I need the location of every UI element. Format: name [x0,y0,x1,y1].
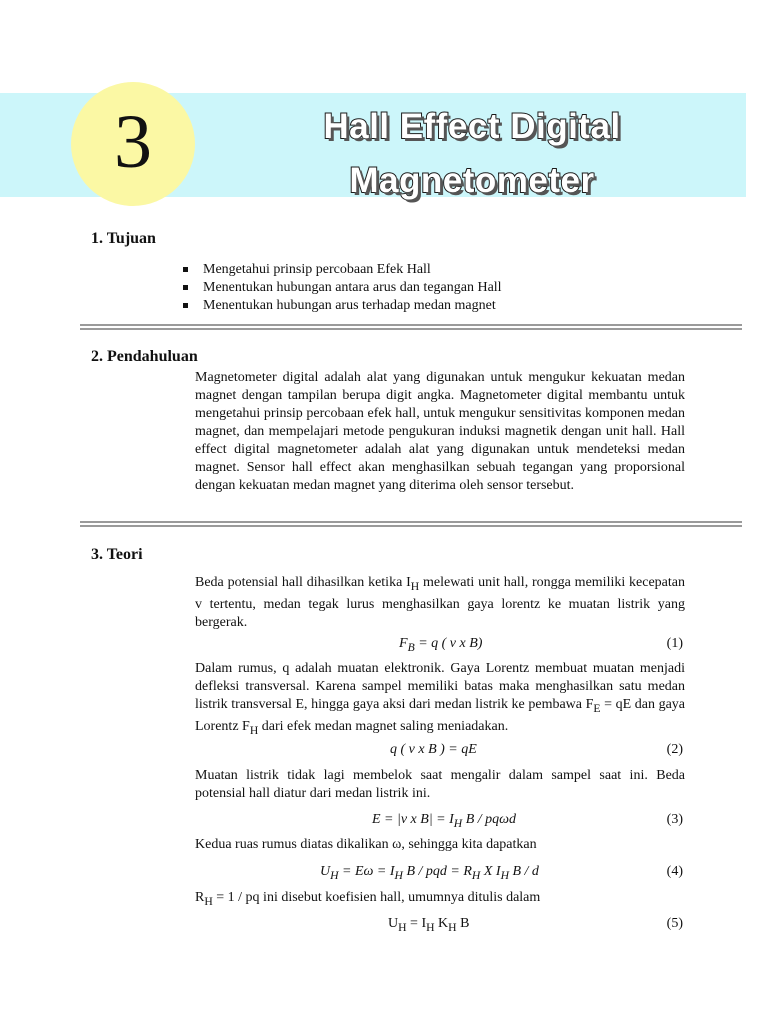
equation-5: $U_H = I_H$ $K_H$ B [388,916,470,934]
theory-paragraph-4: Kedua ruas rumus diatas dikalikan ω, sehingga kita dapatkan [195,837,537,852]
bullet-square-icon [183,267,188,272]
chapter-number: 3 [114,100,152,184]
equation-2: q ( v x B ) = qE [390,742,477,757]
equation-number-3: (3) [666,812,683,827]
section-heading-pendahuluan: 2. Pendahuluan [91,348,198,365]
list-item [183,297,502,315]
equation-number-2: (2) [666,742,683,757]
intro-paragraph: Magnetometer digital adalah alat yang digunakan untuk mengukur kekuatan medan magnet dengan tampilan berupa digit angka. Magnetometer digital membantu untuk mengetahui prinsip percobaan efek hall, untuk mengukur sensitivitas komponen medan magnet, dan mempelajari metode pengukuran induksi magnetik dengan unit hall. Hall effect digital magnetometer adalah alat yang digunakan untuk mendeteksi medan magnet. Sensor hall effect akan menghasilkan sebuah tegangan yang proporsional dengan kekuatan medan magnet yang diterima oleh sensor tersebut. [195,370,685,493]
list-item [183,279,502,297]
list-item-text: Mengetahui prinsip percobaan Efek Hall [203,262,431,277]
chapter-number-badge [71,82,195,206]
theory-paragraph-1: Beda potensial hall dihasilkan ketika $I_H$ melewati unit hall, rongga memiliki kecepatan v tertentu, medan tegak lurus menghasilkan gaya lorentz ke muatan listrik yang bergerak. [195,575,685,630]
section-divider [80,324,742,330]
theory-paragraph-2: Dalam rumus, q adalah muatan elektronik. Gaya Lorentz membuat muatan menjadi defleksi transversal. Karena sampel memiliki batas maka menghasilkan satu medan listrik transversal E, hingga gaya aksi dari medan listrik ke pembawa $F_E$ = qE dan gaya Lorentz $F_H$ dari efek medan magnet saling meniadakan. [195,661,686,737]
equation-number-4: (4) [666,864,683,879]
bullet-square-icon [183,303,188,308]
chapter-title-line2: Magnetometer [349,161,595,200]
chapter-title-line1: Hall Effect Digital [323,107,621,146]
bullet-square-icon [183,285,188,290]
equation-3: E = |v x $B| = I_H$ B / pqωd [372,812,517,830]
theory-paragraph-3: Muatan listrik tidak lagi membelok saat mengalir dalam sampel saat ini. Beda potensial hall diatur dari medan listrik ini. [195,768,685,801]
equation-number-5: (5) [666,916,683,931]
section-heading-teori: 3. Teori [91,546,143,563]
section-heading-tujuan: 1. Tujuan [91,230,156,247]
equation-1: $F_B = q$ ( v x B) [399,636,483,654]
section-divider [80,521,742,527]
list-item-text: Menentukan hubungan arus terhadap medan magnet [203,298,496,313]
list-item-text: Menentukan hubungan antara arus dan tegangan Hall [203,280,502,295]
equation-4: $U_H = E\omega = I_H$ B / pqd = $R_H$ X $I_H$ B / d [320,864,539,882]
list-item [183,261,502,279]
theory-paragraph-5: $R_H = 1$ / pq ini disebut koefisien hall, umumnya ditulis dalam [195,890,541,908]
equation-number-1: (1) [666,636,683,651]
objectives-list [183,261,502,315]
chapter-title [262,100,682,208]
